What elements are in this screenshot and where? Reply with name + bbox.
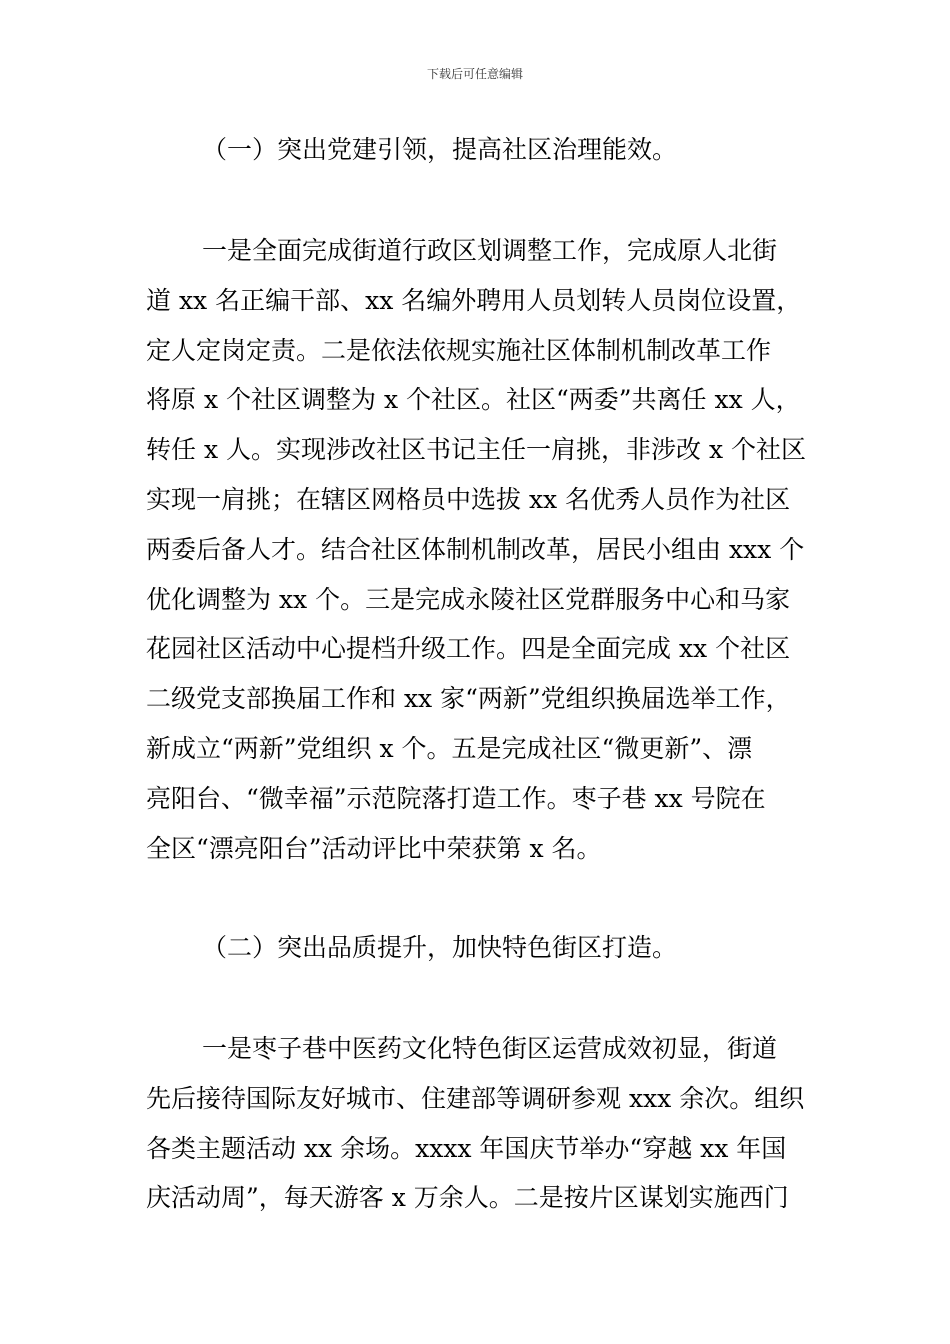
paragraph-line: 庆活动周”，每天游客 x 万余人。二是按片区谋划实施西门 — [146, 1183, 789, 1213]
paragraph-line: 新成立“两新”党组织 x 个。五是完成社区“微更新”、漂 — [146, 733, 753, 763]
paragraph-line: 两委后备人才。结合社区体制机制改革，居民小组由 xxx 个 — [146, 534, 805, 564]
paragraph-line: 优化调整为 xx 个。三是完成永陵社区党群服务中心和马家 — [146, 584, 791, 614]
paragraph-line: 将原 x 个社区调整为 x 个社区。社区“两委”共离任 xx 人， — [146, 385, 801, 415]
paragraph-line: 转任 x 人。实现涉改社区书记主任一肩挑，非涉改 x 个社区 — [146, 435, 806, 465]
paragraph-line: 定人定岗定责。二是依法依规实施社区体制机制改革工作 — [146, 335, 772, 365]
paragraph-line: 亮阳台、“微幸福”示范院落打造工作。枣子巷 xx 号院在 — [146, 783, 766, 813]
section-heading-2: （二）突出品质提升，加快特色街区打造。 — [202, 933, 678, 962]
paragraph-line: 二级党支部换届工作和 xx 家“两新”党组织换届选举工作， — [146, 684, 791, 714]
paragraph-line: 先后接待国际友好城市、住建部等调研参观 xxx 余次。组织 — [146, 1083, 805, 1113]
paragraph-line: 一是枣子巷中医药文化特色街区运营成效初显，街道 — [202, 1034, 778, 1063]
paragraph-line: 各类主题活动 xx 余场。xxxx 年国庆节举办“穿越 xx 年国 — [146, 1133, 787, 1163]
section-paragraph-2 — [146, 1024, 826, 1223]
page-header-note: 下载后可任意编辑 — [426, 67, 523, 81]
paragraph-line: 实现一肩挑；在辖区网格员中选拔 xx 名优秀人员作为社区 — [146, 484, 791, 514]
paragraph-line: 道 xx 名正编干部、xx 名编外聘用人员划转人员岗位设置， — [146, 285, 802, 315]
section-paragraph-1 — [146, 226, 826, 873]
paragraph-line: 一是全面完成街道行政区划调整工作，完成原人北街 — [202, 236, 778, 265]
paragraph-line: 全区“漂亮阳台”活动评比中荣获第 x 名。 — [146, 833, 602, 863]
paragraph-line: 花园社区活动中心提档升级工作。四是全面完成 xx 个社区 — [146, 634, 791, 664]
section-heading-1: （一）突出党建引领，提高社区治理能效。 — [202, 135, 678, 164]
